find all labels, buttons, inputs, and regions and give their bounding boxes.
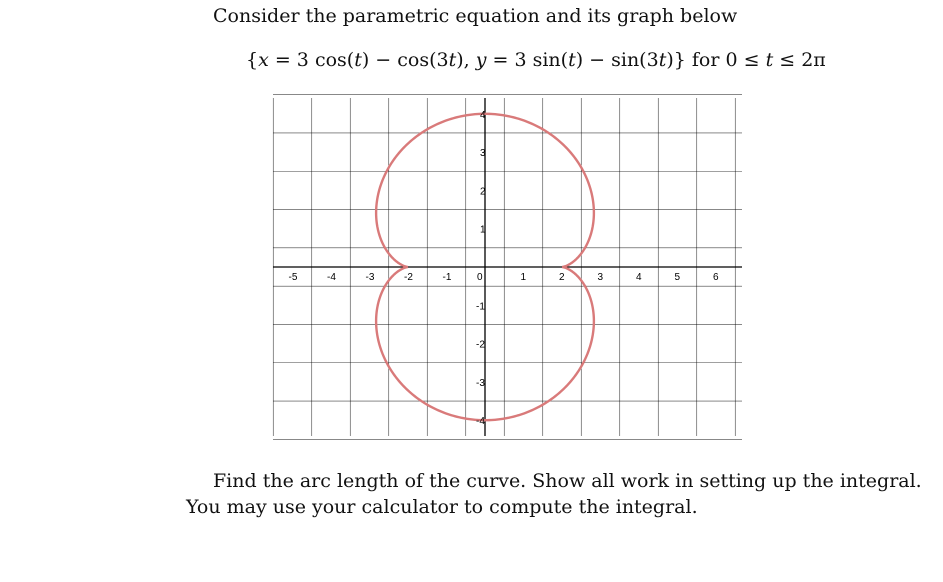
eq-x-mid: ) − cos(3 xyxy=(361,49,449,71)
x-tick-label: 2 xyxy=(559,272,565,283)
question xyxy=(186,468,922,520)
eq-y-rhs: = 3 sin( xyxy=(486,49,569,71)
y-tick-label: 1 xyxy=(480,224,486,236)
x-tick-label: 0 xyxy=(477,272,483,283)
eq-y-var: y xyxy=(475,49,487,71)
x-tick-label: -1 xyxy=(442,272,452,283)
x-tick-label: 6 xyxy=(713,272,719,283)
y-tick-label: 3 xyxy=(480,148,486,160)
x-tick-label: 1 xyxy=(520,272,527,283)
question-line-1: Find the arc length of the curve. Show all work in setting up the integral. xyxy=(213,470,922,492)
eq-x-end: ), xyxy=(456,49,476,71)
eq-range-end: ≤ 2π xyxy=(773,49,826,71)
eq-x-var: x xyxy=(258,49,269,71)
x-tick-label: -4 xyxy=(327,272,336,283)
eq-open-brace: { xyxy=(246,49,259,71)
x-tick-label: 5 xyxy=(674,272,681,283)
tick-labels xyxy=(289,110,720,427)
eq-t: t xyxy=(658,49,667,71)
y-tick-label: -4 xyxy=(476,416,485,428)
eq-t: t xyxy=(354,49,362,71)
question-line-2: You may use your calculator to compute the integral. xyxy=(186,496,698,518)
x-tick-label: -3 xyxy=(365,272,375,283)
x-tick-label: 3 xyxy=(597,272,604,283)
eq-t: t xyxy=(765,49,774,71)
y-tick-label: -3 xyxy=(476,377,485,389)
eq-y-end: )} for 0 ≤ xyxy=(666,49,766,71)
y-tick-label: -1 xyxy=(476,301,485,313)
eq-y-mid: ) − sin(3 xyxy=(575,49,659,71)
eq-t: t xyxy=(568,49,576,71)
eq-x-rhs: = 3 cos( xyxy=(268,49,355,71)
x-tick-label: -2 xyxy=(404,272,413,283)
y-tick-label: -2 xyxy=(476,339,485,351)
y-tick-label: 2 xyxy=(480,186,486,198)
eq-t: t xyxy=(448,49,457,71)
axes xyxy=(273,98,742,436)
y-tick-label: 4 xyxy=(480,109,486,121)
x-tick-label: 4 xyxy=(636,272,642,283)
x-tick-label: -5 xyxy=(288,272,298,283)
intro-text: Consider the parametric equation and its graph below xyxy=(213,5,738,27)
